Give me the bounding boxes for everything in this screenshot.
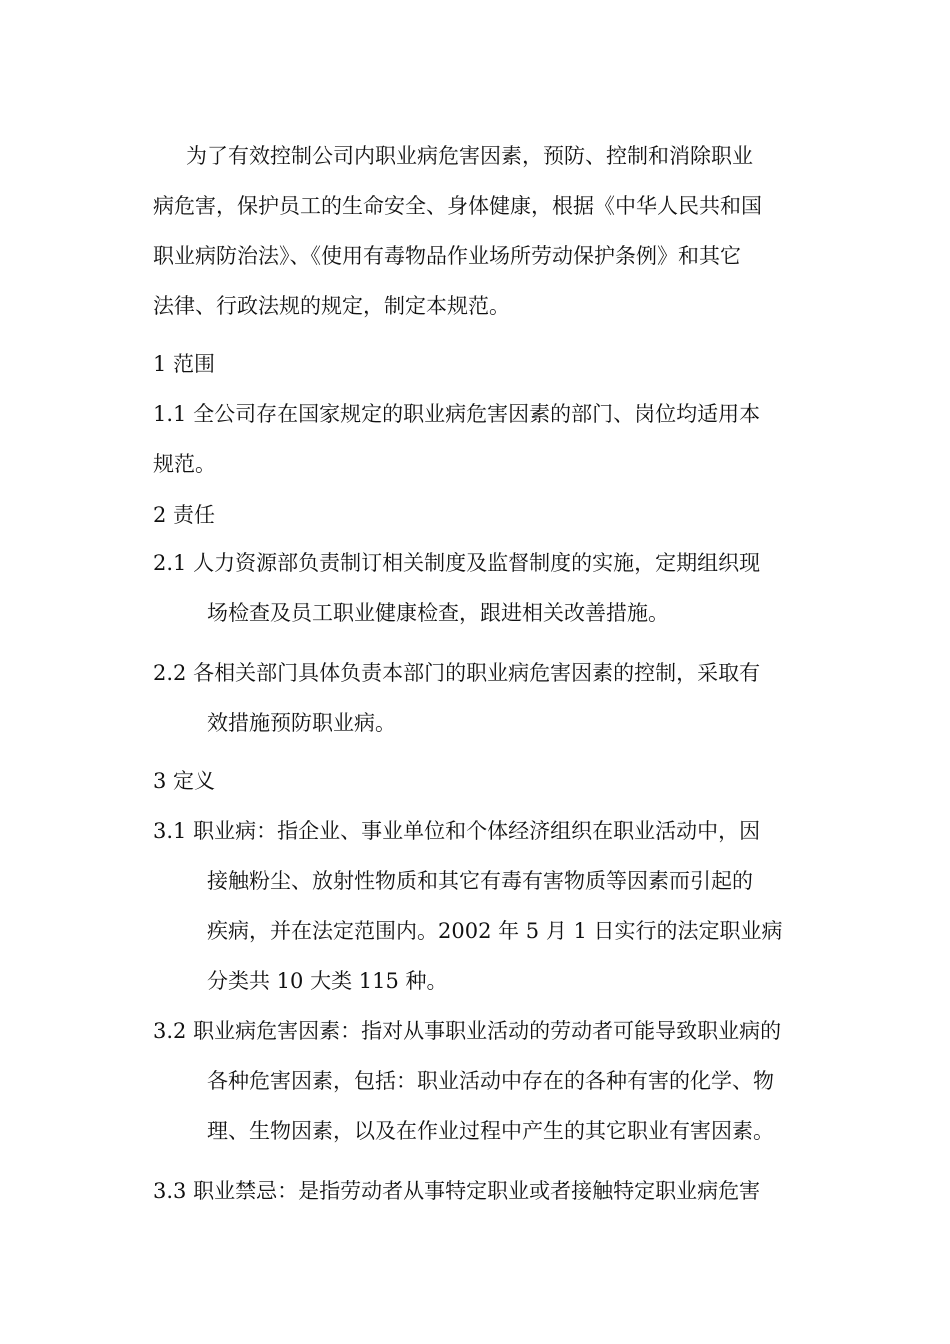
item-1-1-line-1: 1.1 全公司存在国家规定的职业病危害因素的部门、岗位均适用本 xyxy=(153,402,761,426)
item-2-2-line-1: 2.2 各相关部门具体负责本部门的职业病危害因素的控制，采取有 xyxy=(153,661,761,685)
intro-line-1: 为了有效控制公司内职业病危害因素，预防、控制和消除职业 xyxy=(186,144,753,168)
intro-line-3: 职业病防治法》、《使用有毒物品作业场所劳动保护条例》和其它 xyxy=(153,244,741,268)
item-2-1-line-2: 场检查及员工职业健康检查，跟进相关改善措施。 xyxy=(207,601,669,625)
intro-line-2: 病危害，保护员工的生命安全、身体健康，根据《中华人民共和国 xyxy=(153,194,762,218)
item-3-2-line-1: 3.2 职业病危害因素：指对从事职业活动的劳动者可能导致职业病的 xyxy=(153,1019,782,1043)
item-3-1-line-1: 3.1 职业病：指企业、事业单位和个体经济组织在职业活动中，因 xyxy=(153,819,761,843)
item-3-3-line-1: 3.3 职业禁忌：是指劳动者从事特定职业或者接触特定职业病危害 xyxy=(153,1179,761,1203)
item-2-1-line-1: 2.1 人力资源部负责制订相关制度及监督制度的实施，定期组织现 xyxy=(153,551,761,575)
item-1-1-line-2: 规范。 xyxy=(153,452,216,476)
item-3-2-line-2: 各种危害因素，包括：职业活动中存在的各种有害的化学、物 xyxy=(207,1069,774,1093)
item-2-2-line-2: 效措施预防职业病。 xyxy=(207,711,396,735)
item-3-1-line-3: 疾病，并在法定范围内。2002 年 5 月 1 日实行的法定职业病 xyxy=(207,919,783,943)
item-3-1-line-2: 接触粉尘、放射性物质和其它有毒有害物质等因素而引起的 xyxy=(207,869,753,893)
section-2-heading: 2 责任 xyxy=(153,503,216,527)
intro-line-4: 法律、行政法规的规定，制定本规范。 xyxy=(153,294,510,318)
section-1-heading: 1 范围 xyxy=(153,352,216,376)
section-3-heading: 3 定义 xyxy=(153,769,216,793)
item-3-1-line-4: 分类共 10 大类 115 种。 xyxy=(207,969,448,993)
item-3-2-line-3: 理、生物因素，以及在作业过程中产生的其它职业有害因素。 xyxy=(207,1119,774,1143)
